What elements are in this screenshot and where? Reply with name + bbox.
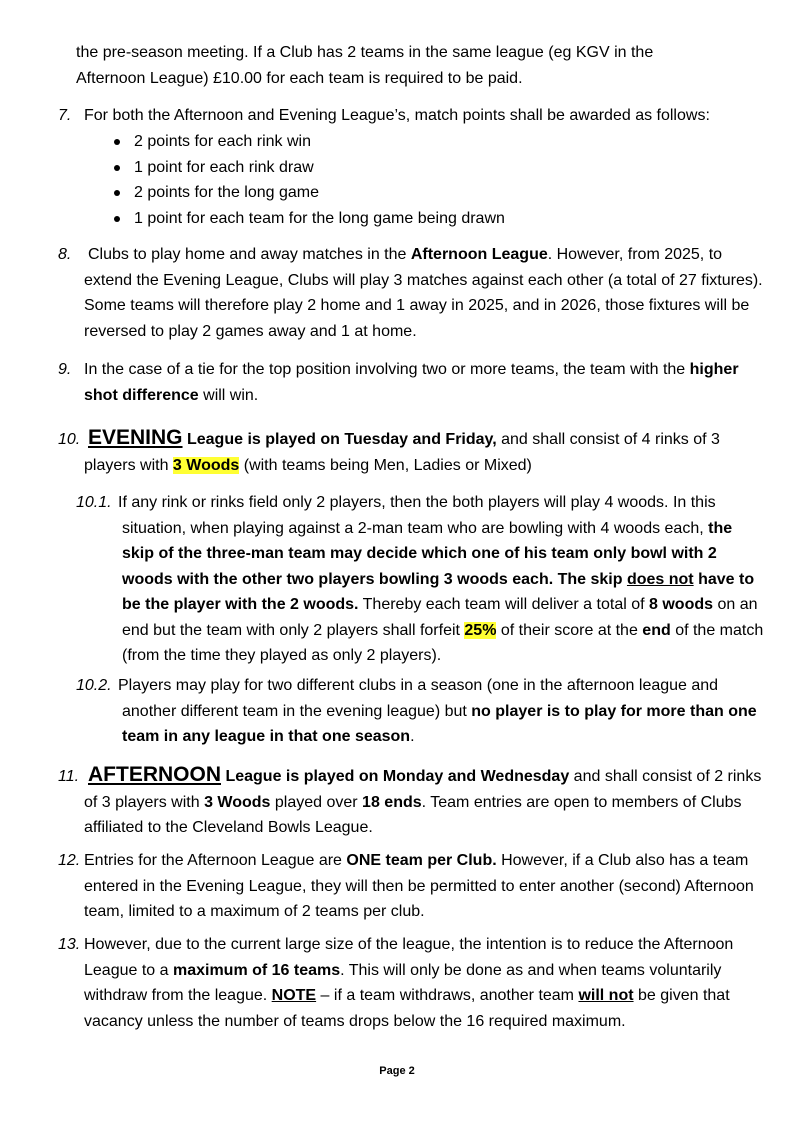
continuation-paragraph <box>76 40 776 91</box>
rule-item-13 <box>58 932 770 1034</box>
item-number: 10.2. <box>76 677 112 694</box>
list-item: 1 point for each rink draw <box>112 155 712 181</box>
text-run: and shall consist of 4 rinks of 3 players with <box>84 431 720 474</box>
item-text <box>58 425 770 478</box>
text-run: . However, from 2025, to extend the Evening League, Clubs will play 3 matches against each other (a total of 27 fixtures). Some teams will therefore play 2 home and 1 away in 2025, and in 2026, those fixtures will be reversed to play 2 games away and 1 at home. <box>84 246 763 340</box>
text-run: However, due to the current large size of the league, the intention is to reduce the Afternoon League to a <box>84 936 734 979</box>
item-number: 10. <box>58 431 81 448</box>
text-run: . <box>410 728 415 745</box>
item-number: 9. <box>58 361 72 378</box>
item-number: 11. <box>58 768 80 785</box>
text-run: on an end but the team with only 2 players shall forfeit <box>122 596 758 639</box>
text-run: 18 ends <box>362 793 422 811</box>
item-number: 12. <box>58 852 81 869</box>
text-run: – if a team withdraws, another team <box>316 987 579 1004</box>
text-run: and shall consist of 2 rinks of 3 players with <box>84 768 762 811</box>
item-text <box>58 848 770 925</box>
points-list <box>112 129 712 231</box>
item-text <box>58 242 770 344</box>
rule-item-10-2 <box>76 673 768 750</box>
item-text <box>58 762 770 841</box>
text-run: Thereby each team will deliver a total of <box>358 596 649 613</box>
text-run: Afternoon League <box>410 246 548 263</box>
text-run: the pre-season meeting. If a Club has 2 teams in the same league (eg KGV in the <box>76 44 654 61</box>
text-run: 3 Woods <box>172 456 240 474</box>
page-number: Page 2 <box>379 1065 415 1077</box>
text-run: the skip of the three-man team may decide which one of his team only bowl with 2 woods with the other two players bowling 3 woods each. The skip <box>122 519 733 588</box>
rule-item-11 <box>58 762 770 841</box>
text-run: have to be the player with the 2 woods. <box>122 570 755 613</box>
item-text <box>58 357 770 408</box>
text-run: higher shot difference <box>84 361 739 404</box>
item-text: For both the Afternoon and Evening League’s, match points shall be awarded as follows: <box>84 107 710 124</box>
text-run: of their score at the <box>496 621 643 639</box>
text-run: . Team entries are open to members of Clubs affiliated to the Cleveland Bowls League. <box>84 793 742 836</box>
rule-item-10 <box>58 425 770 478</box>
text-run: Clubs to play home and away matches in the <box>88 246 411 263</box>
rule-item-7 <box>58 103 758 129</box>
afternoon-heading: AFTERNOON <box>88 763 221 786</box>
list-item: 2 points for each rink win <box>112 129 712 155</box>
text-run: 25% <box>464 621 497 639</box>
text-run: 3 Woods <box>204 793 271 811</box>
item-number: 8. <box>58 246 72 263</box>
rule-item-10-1 <box>76 490 768 669</box>
rule-item-9 <box>58 357 770 408</box>
text-run: will win. <box>198 386 259 404</box>
text-run: . This will only be done as and when teams voluntarily withdraw from the league. <box>84 961 722 1004</box>
list-item: 2 points for the long game <box>112 180 712 206</box>
text-run: Entries for the Afternoon League are <box>84 852 347 869</box>
text-run: In the case of a tie for the top position involving two or more teams, the team with the <box>84 361 690 378</box>
text-run: be given that vacancy unless the number of teams drops below the 16 required maximum. <box>84 987 730 1030</box>
evening-heading: EVENING <box>88 426 183 449</box>
text-run: maximum of 16 teams <box>172 961 341 979</box>
item-text <box>58 932 770 1034</box>
item-number: 10.1. <box>76 494 112 511</box>
item-number: 7. <box>58 107 72 124</box>
text-run: played over <box>270 793 363 811</box>
text-run: However, if a Club also has a team entered in the Evening League, they will then be permitted to enter another (second) Afternoon team, limited to a maximum of 2 teams per club. <box>84 852 754 920</box>
item-number: 13. <box>58 936 81 953</box>
text-run: will not <box>578 987 634 1004</box>
rule-item-12 <box>58 848 770 925</box>
text-run: (with teams being Men, Ladies or Mixed) <box>239 456 532 474</box>
item-text <box>76 673 768 750</box>
text-run: Players may play for two different clubs in a season (one in the afternoon league and another different team in the evening league) but <box>118 677 719 720</box>
rule-item-8 <box>58 242 770 344</box>
text-run: end <box>642 621 671 639</box>
text-run: League is played on Tuesday and Friday, <box>182 431 497 448</box>
text-run: of the match (from the time they played as only 2 players). <box>122 621 764 664</box>
item-text <box>76 490 768 669</box>
list-item: 1 point for each team for the long game being drawn <box>112 206 712 232</box>
text-run: does not <box>626 570 694 588</box>
text-run: Afternoon League) £10.00 for each team is required to be paid. <box>76 69 523 87</box>
text-run: League is played on Monday and Wednesday <box>221 768 570 785</box>
text-run: ONE team per Club. <box>346 852 497 869</box>
text-run: 8 woods <box>649 596 714 613</box>
text-run: no player is to play for more than one team in any league in that one season <box>122 702 757 745</box>
text-run: NOTE <box>271 987 317 1004</box>
text-run: If any rink or rinks field only 2 players, then the both players will play 4 woods. In this situation, when playing against a 2-man team who are bowling with 4 woods each, <box>118 494 716 537</box>
